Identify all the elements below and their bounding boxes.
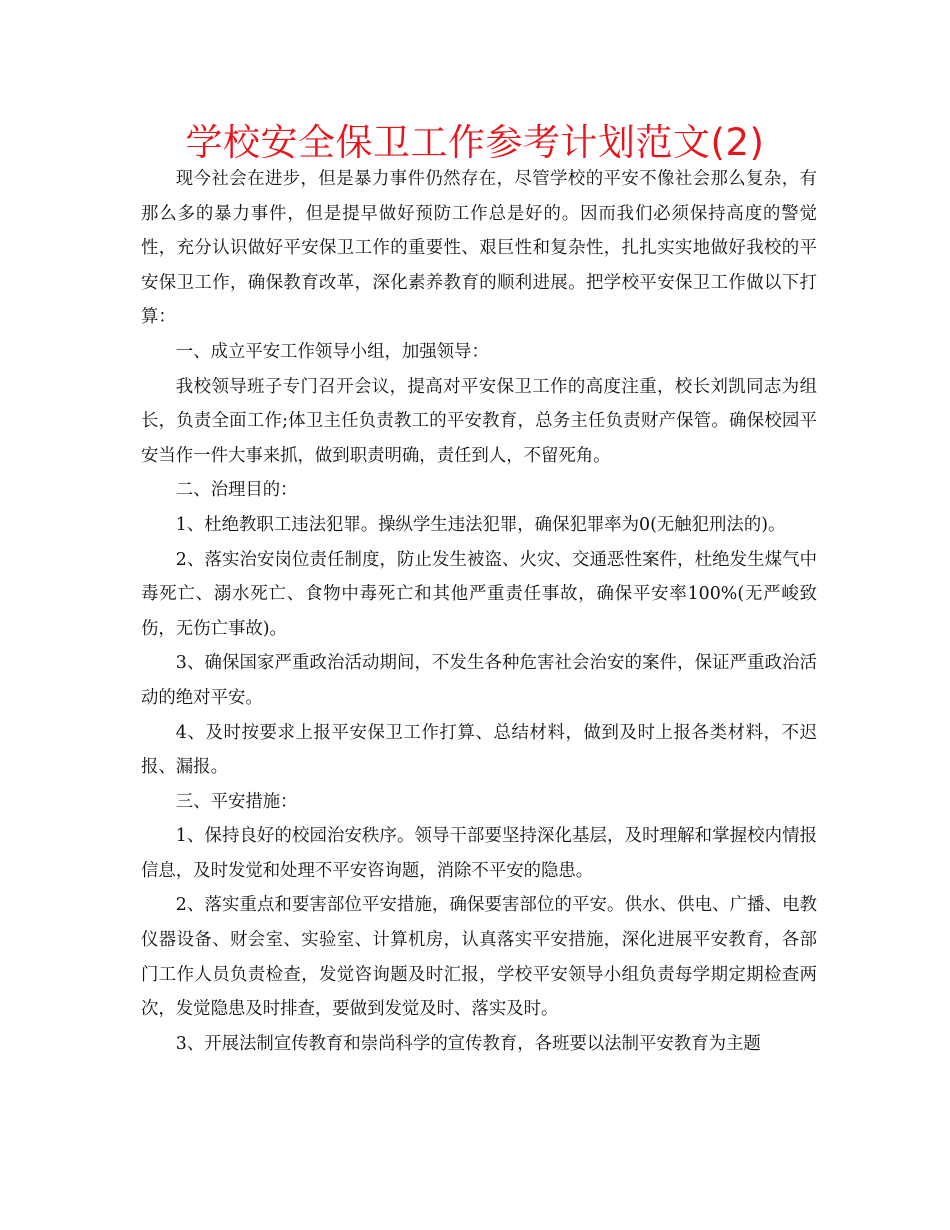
document-body — [141, 162, 817, 1061]
list-item-goal-1: 1、杜绝教职工违法犯罪。操纵学生违法犯罪，确保犯罪率为0(无触犯刑法的)。 — [175, 514, 786, 535]
list-item-goal-2: 2、落实治安岗位责任制度，防止发生被盗、火灾、交通恶性案件，杜绝发生煤气中毒死亡、溺水死亡、食物中毒死亡和其他严重责任事故，确保平安率100%(无严峻致伤，无伤亡事故)。 — [141, 549, 817, 639]
heading-section-2: 二、治理目的： — [175, 480, 298, 501]
list-item-measure-3: 3、开展法制宣传教育和崇尚科学的宣传教育，各班要以法制平安教育为主题 — [175, 1033, 761, 1054]
paragraph-intro: 现今社会在进步，但是暴力事件仍然存在，尽管学校的平安不像社会那么复杂，有那么多的暴力事件，但是提早做好预防工作总是好的。因而我们必须保持高度的警觉性，充分认识做好平安保卫工作的重要性、艰巨性和复杂性，扎扎实实地做好我校的平安保卫工作，确保教育改革，深化素养教育的顺利进展。把学校平安保卫工作做以下打算： — [141, 169, 817, 328]
list-item-measure-2: 2、落实重点和要害部位平安措施，确保要害部位的平安。供水、供电、广播、电教仪器设备、财会室、实验室、计算机房，认真落实平安措施，深化进展平安教育，各部门工作人员负责检查，发觉咨询题及时汇报，学校平安领导小组负责每学期定期检查两次，发觉隐患及时排查，要做到发觉及时、落实及时。 — [141, 895, 817, 1020]
paragraph-leadership: 我校领导班子专门召开会议，提高对平安保卫工作的高度注重，校长刘凯同志为组长，负责全面工作;体卫主任负责教工的平安教育，总务主任负责财产保管。确保校园平安当作一件大事来抓，做到职责明确，责任到人，不留死角。 — [141, 376, 817, 466]
list-item-goal-4: 4、及时按要求上报平安保卫工作打算、总结材料，做到及时上报各类材料，不迟报、漏报。 — [141, 722, 817, 778]
list-item-measure-1: 1、保持良好的校园治安秩序。领导干部要坚持深化基层，及时理解和掌握校内情报信息，及时发觉和处理不平安咨询题，消除不平安的隐患。 — [141, 826, 817, 881]
heading-section-3: 三、平安措施： — [175, 791, 298, 812]
document-title: 学校安全保卫工作参考计划范文(2) — [185, 121, 765, 164]
list-item-goal-3: 3、确保国家严重政治活动期间，不发生各种危害社会治安的案件，保证严重政治活动的绝对平安。 — [141, 653, 817, 708]
heading-section-1: 一、成立平安工作领导小组，加强领导： — [175, 341, 489, 362]
